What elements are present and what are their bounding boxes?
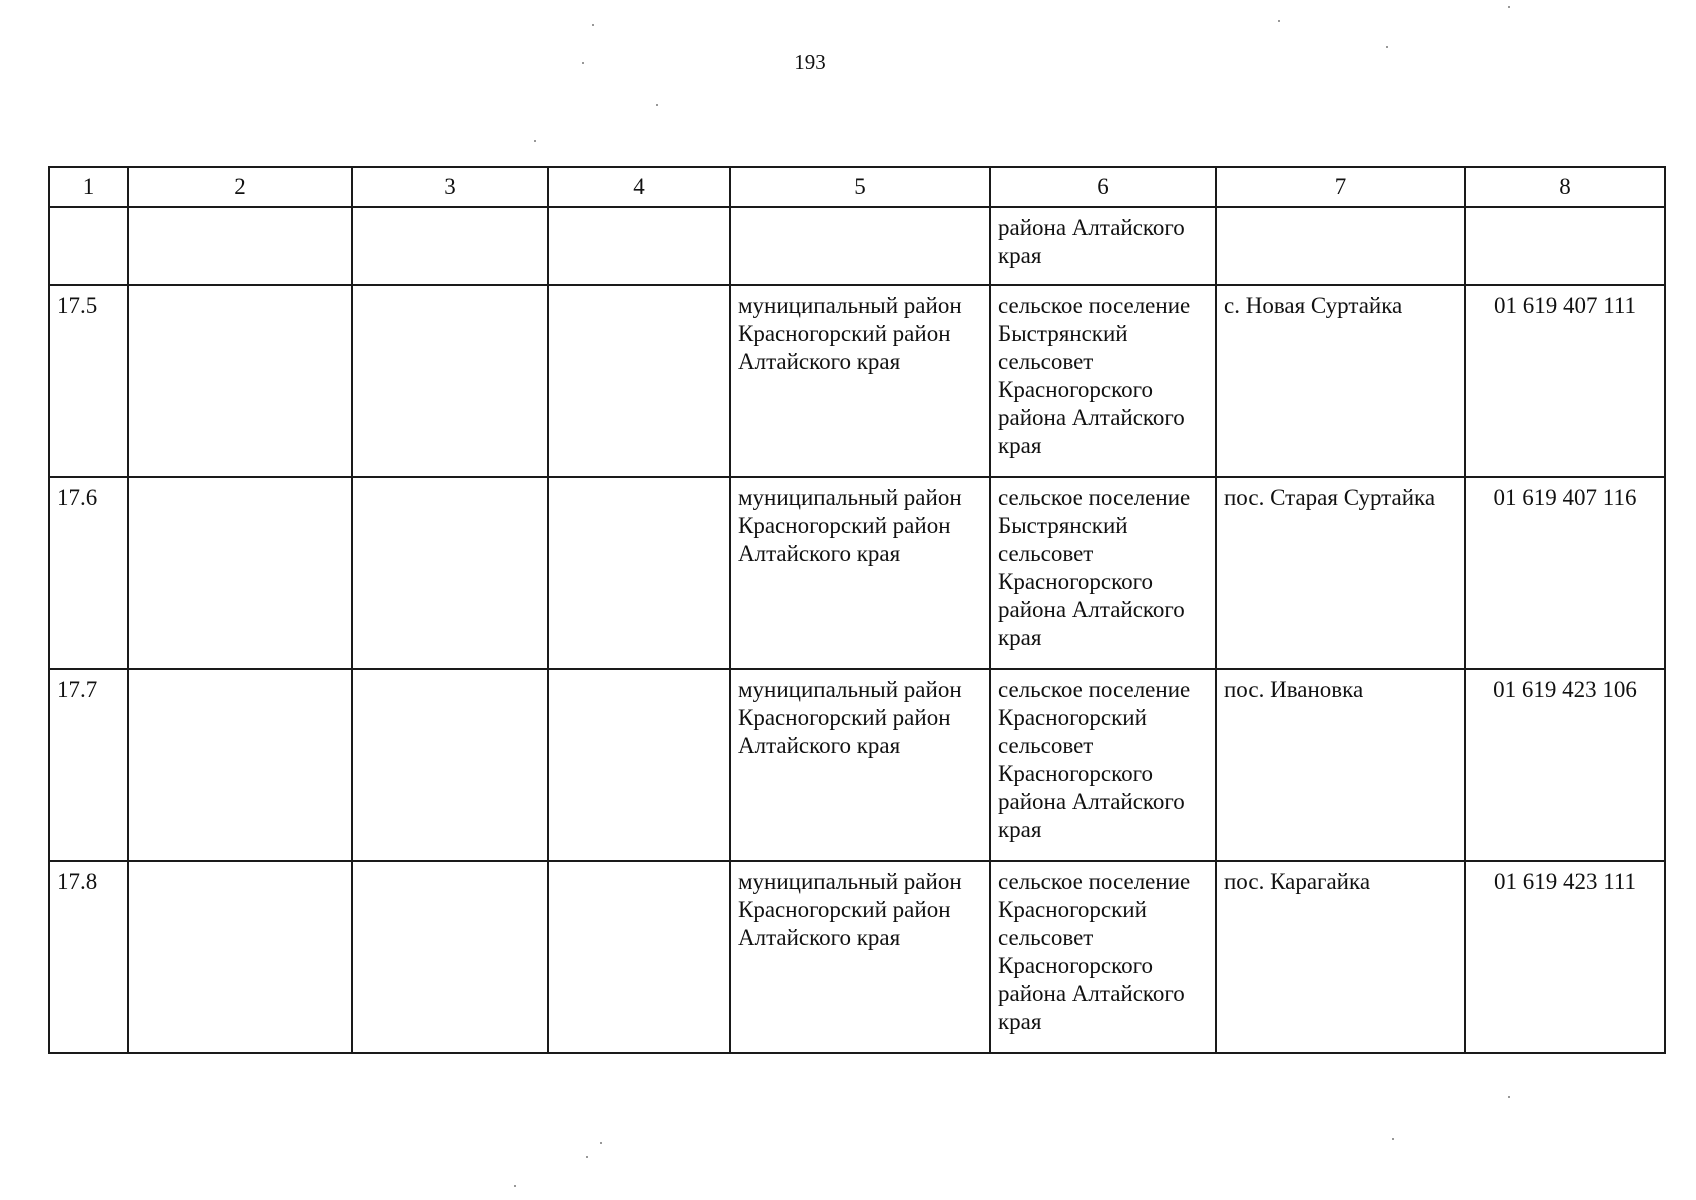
scan-speck: [592, 24, 594, 26]
cell-settlement: района Алтайского края: [990, 207, 1216, 285]
cell-col3: [352, 861, 548, 1053]
column-header: 2: [128, 167, 352, 207]
cell-col3: [352, 669, 548, 861]
cell-municipal-district: муниципальный район Красногорский район Алтайского края: [730, 669, 990, 861]
column-header: 8: [1465, 167, 1665, 207]
cell-col4: [548, 861, 730, 1053]
cell-municipal-district: [730, 207, 990, 285]
cell-number: 17.6: [49, 477, 128, 669]
column-header: 6: [990, 167, 1216, 207]
cell-col3: [352, 207, 548, 285]
scan-speck: [582, 62, 584, 64]
table-row: [49, 207, 1665, 285]
cell-municipal-district: муниципальный район Красногорский район Алтайского края: [730, 861, 990, 1053]
cell-col2: [128, 669, 352, 861]
cell-settlement: сельское поселение Быстрянский сельсовет Красногорского района Алтайского края: [990, 285, 1216, 477]
cell-col4: [548, 477, 730, 669]
cell-code: 01 619 407 116: [1465, 477, 1665, 669]
column-header: 1: [49, 167, 128, 207]
cell-col3: [352, 477, 548, 669]
cell-locality: с. Новая Суртайка: [1216, 285, 1465, 477]
cell-col2: [128, 861, 352, 1053]
cell-code: 01 619 423 106: [1465, 669, 1665, 861]
cell-code: 01 619 423 111: [1465, 861, 1665, 1053]
cell-col4: [548, 207, 730, 285]
scan-speck: [600, 1142, 602, 1144]
cell-col2: [128, 207, 352, 285]
cell-code: 01 619 407 111: [1465, 285, 1665, 477]
column-header: 4: [548, 167, 730, 207]
cell-locality: [1216, 207, 1465, 285]
cell-number: 17.5: [49, 285, 128, 477]
scan-speck: [534, 140, 536, 142]
cell-number: 17.7: [49, 669, 128, 861]
scan-speck: [1386, 46, 1388, 48]
cell-col3: [352, 285, 548, 477]
cell-number: 17.8: [49, 861, 128, 1053]
scan-speck: [514, 1185, 516, 1187]
cell-col2: [128, 477, 352, 669]
cell-locality: пос. Ивановка: [1216, 669, 1465, 861]
table-row: [49, 861, 1665, 1053]
cell-col4: [548, 285, 730, 477]
scan-speck: [1508, 6, 1510, 8]
table-header-row: [49, 167, 1665, 207]
scan-speck: [1508, 1096, 1510, 1098]
cell-code: [1465, 207, 1665, 285]
cell-municipal-district: муниципальный район Красногорский район Алтайского края: [730, 285, 990, 477]
scan-speck: [586, 1156, 588, 1158]
scan-speck: [656, 104, 658, 106]
scan-speck: [1392, 1138, 1394, 1140]
column-header: 7: [1216, 167, 1465, 207]
cell-settlement: сельское поселение Быстрянский сельсовет Красногорского района Алтайского края: [990, 477, 1216, 669]
scan-speck: [1278, 20, 1280, 22]
column-header: 5: [730, 167, 990, 207]
table-row: [49, 285, 1665, 477]
cell-municipal-district: муниципальный район Красногорский район Алтайского края: [730, 477, 990, 669]
cell-col2: [128, 285, 352, 477]
cell-locality: пос. Карагайка: [1216, 861, 1465, 1053]
column-header: 3: [352, 167, 548, 207]
cell-settlement: сельское поселение Красногорский сельсовет Красногорского района Алтайского края: [990, 669, 1216, 861]
register-table: [48, 166, 1666, 1054]
table-row: [49, 669, 1665, 861]
cell-settlement: сельское поселение Красногорский сельсовет Красногорского района Алтайского края: [990, 861, 1216, 1053]
page-number: 193: [794, 50, 826, 74]
table-row: [49, 477, 1665, 669]
cell-col4: [548, 669, 730, 861]
cell-number: [49, 207, 128, 285]
cell-locality: пос. Старая Суртайка: [1216, 477, 1465, 669]
